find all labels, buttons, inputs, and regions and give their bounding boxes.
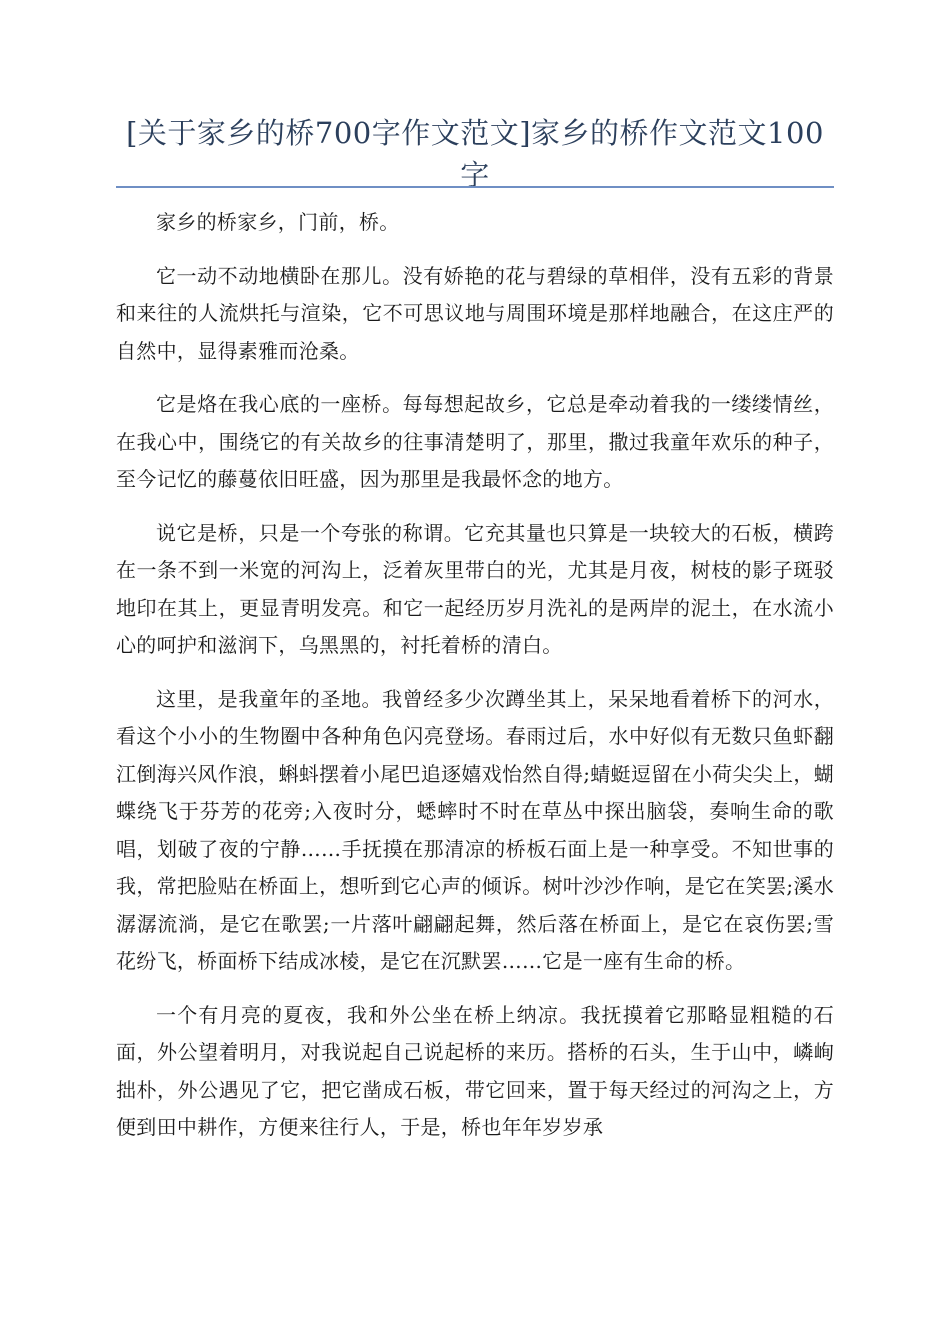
document-body xyxy=(116,204,834,1163)
paragraph-1: 家乡的桥家乡，门前，桥。 xyxy=(156,210,400,234)
paragraph-2: 它一动不动地横卧在那儿。没有娇艳的花与碧绿的草相伴，没有五彩的背景和来往的人流烘托与渲染，它不可思议地与周围环境是那样地融合，在这庄严的自然中，显得素雅而沧桑。 xyxy=(116,263,834,363)
title-divider xyxy=(116,186,834,188)
document-title: [关于家乡的桥700字作文范文]家乡的桥作文范文100字 xyxy=(126,116,824,192)
paragraph-3: 它是烙在我心底的一座桥。每每想起故乡，它总是牵动着我的一缕缕情丝，在我心中，围绕它的有关故乡的往事清楚明了，那里，撒过我童年欢乐的种子，至今记忆的藤蔓依旧旺盛，因为那里是我最怀念的地方。 xyxy=(116,392,834,491)
paragraph-6: 一个有月亮的夏夜，我和外公坐在桥上纳凉。我抚摸着它那略显粗糙的石面，外公望着明月，对我说起自己说起桥的来历。搭桥的石头，生于山中，嶙峋拙朴，外公遇见了它，把它凿成石板，带它回来，置于每天经过的河沟之上，方便到田中耕作，方便来往行人，于是，桥也年年岁岁承 xyxy=(116,1002,834,1139)
paragraph-4: 说它是桥，只是一个夸张的称谓。它充其量也只算是一块较大的石板，横跨在一条不到一米宽的河沟上，泛着灰里带白的光，尤其是月夜，树枝的影子斑驳地印在其上，更显青明发亮。和它一起经历岁月洗礼的是两岸的泥土，在水流小心的呵护和滋润下，乌黑黑的，衬托着桥的清白。 xyxy=(116,520,834,657)
paragraph-5: 这里，是我童年的圣地。我曾经多少次蹲坐其上，呆呆地看着桥下的河水，看这个小小的生物圈中各种角色闪亮登场。春雨过后，水中好似有无数只鱼虾翻江倒海兴风作浪，蝌蚪摆着小尾巴追逐嬉戏怡然自得;蜻蜓逗留在小荷尖尖上，蝴蝶绕飞于芬芳的花旁;入夜时分，蟋蟀时不时在草丛中探出脑袋，奏响生命的歌唱，划破了夜的宁静……手抚摸在那清凉的桥板石面上是一种享受。不知世事的我，常把脸贴在桥面上，想听到它心声的倾诉。树叶沙沙作响，是它在笑罢;溪水潺潺流淌，是它在歌罢;一片落叶翩翩起舞，然后落在桥面上，是它在哀伤罢;雪花纷飞，桥面桥下结成冰棱，是它在沉默罢……它是一座有生命的桥。 xyxy=(116,686,834,973)
